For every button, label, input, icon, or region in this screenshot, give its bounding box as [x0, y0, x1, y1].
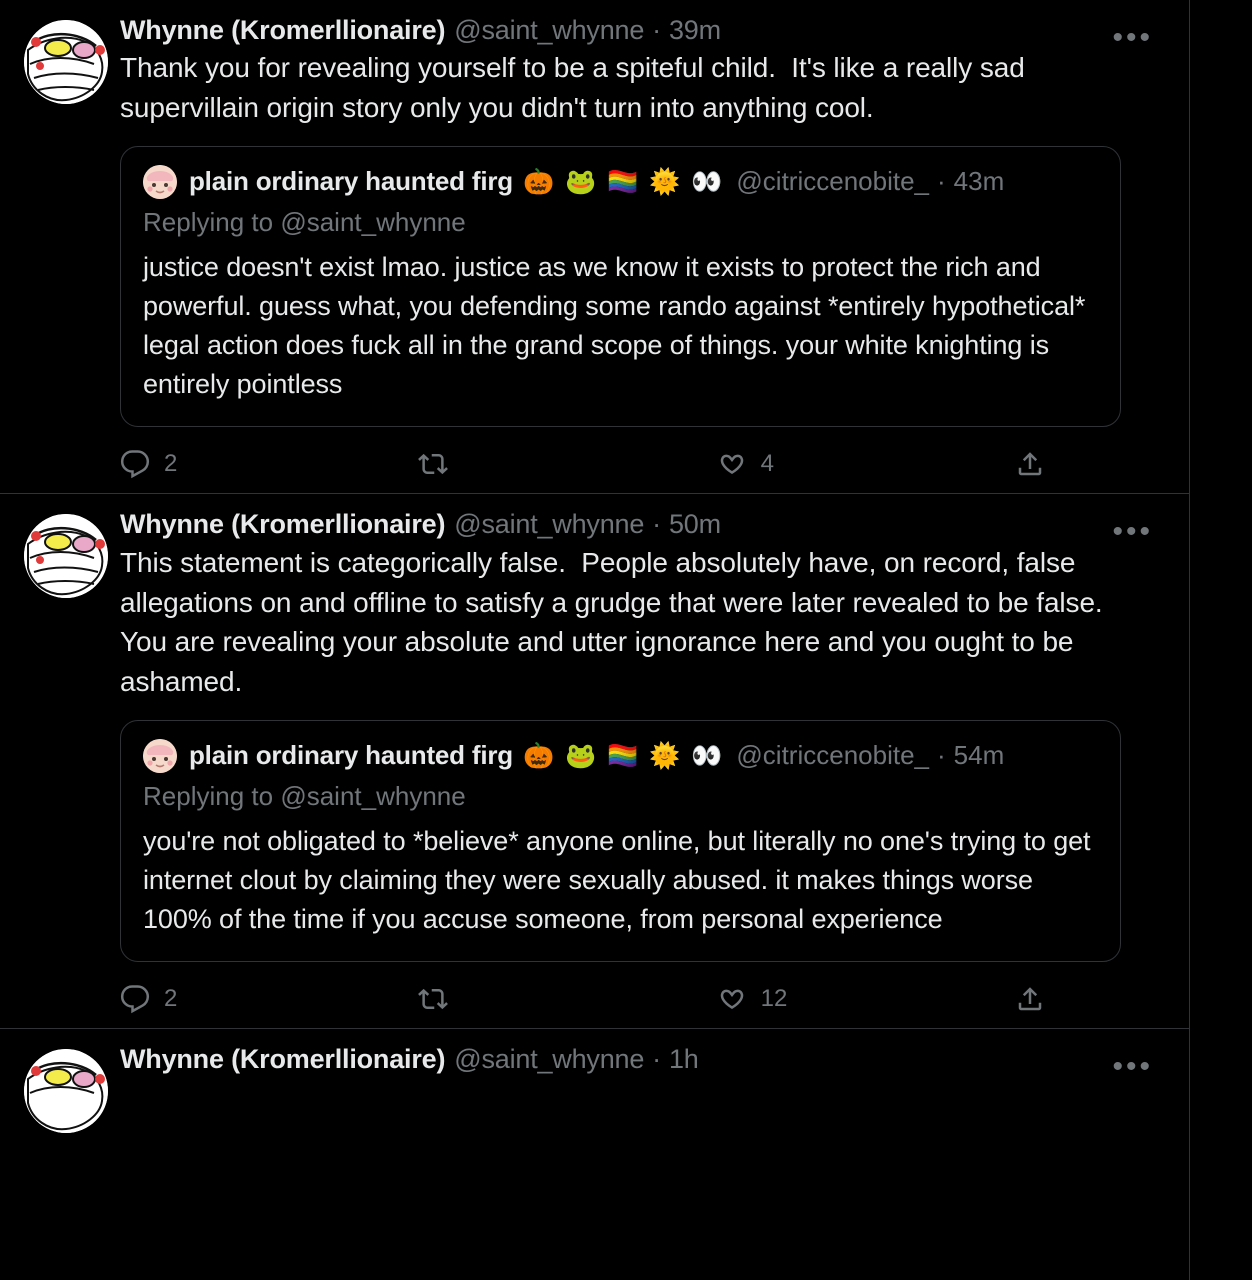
separator-dot: ·: [652, 15, 661, 45]
quoted-author-emojis: 🎃 🐸 🏳️‍🌈 🌞 👀: [522, 741, 725, 770]
like-action[interactable]: [717, 984, 1015, 1014]
reply-icon: [120, 984, 150, 1014]
replying-to-mention[interactable]: @saint_whynne: [280, 780, 466, 811]
quoted-timestamp: 43m: [953, 166, 1005, 197]
avatar[interactable]: [24, 1049, 108, 1133]
replying-to-mention[interactable]: @saint_whynne: [280, 206, 466, 237]
quoted-tweet[interactable]: [120, 720, 1121, 962]
retweet-icon: [418, 984, 448, 1014]
separator-dot: ·: [652, 1044, 661, 1075]
quoted-author-handle[interactable]: @citriccenobite_: [736, 740, 929, 771]
tweet-text: This statement is categorically false. People absolutely have, on record, false allegations on and offline to satisfy a grudge that were later revealed to be false. You are revealing your absolute and utter ignorance here and you ought to be ashamed.: [120, 546, 1118, 698]
right-gutter: [1191, 0, 1252, 1280]
tweet-actions: [120, 449, 1155, 479]
author-name[interactable]: Whynne (Kromerllionaire): [120, 15, 446, 45]
quoted-author-emojis: 🎃 🐸 🏳️‍🌈 🌞 👀: [522, 167, 725, 196]
avatar[interactable]: [24, 514, 108, 598]
replying-to-prefix: Replying to: [143, 780, 281, 811]
quoted-tweet-text: you're not obligated to *believe* anyone online, but literally no one's trying to get internet clout by claiming they were sexually abused. it makes things worse 100% of the time if you accuse someone, from personal experience: [143, 825, 1091, 935]
tweet-body: [120, 508, 1165, 1020]
avatar-illustration: [24, 1049, 108, 1133]
share-icon: [1015, 984, 1045, 1014]
retweet-icon: [418, 449, 448, 479]
like-count: 12: [760, 985, 788, 1013]
quoted-separator-dot: ·: [937, 166, 946, 197]
like-icon: [717, 984, 747, 1014]
timestamp[interactable]: 1h: [668, 1044, 699, 1075]
avatar-illustration: [24, 514, 108, 598]
separator-dot: ·: [652, 509, 661, 540]
replying-to-line: [143, 207, 1098, 238]
replying-to-prefix: Replying to: [143, 206, 281, 237]
author-handle[interactable]: @saint_whynne: [454, 1044, 645, 1075]
share-action[interactable]: [1015, 449, 1045, 479]
tweet-actions: [120, 984, 1155, 1014]
quoted-tweet-header: [143, 739, 1098, 773]
author-handle[interactable]: @saint_whynne: [454, 15, 645, 45]
reply-count: 2: [164, 985, 178, 1013]
more-options-button[interactable]: •••: [1112, 1050, 1153, 1084]
tweet-text: Thank you for revealing yourself to be a spiteful child. It's like a really sad supervillain origin story only you didn't turn into anything cool.: [120, 52, 1033, 124]
timestamp[interactable]: 50m: [668, 509, 721, 540]
tweet-item[interactable]: [0, 0, 1189, 494]
author-handle[interactable]: @saint_whynne: [454, 509, 645, 540]
like-action[interactable]: [717, 449, 1015, 479]
tweet-header: [120, 14, 1155, 46]
avatar-column: [24, 14, 120, 485]
quoted-tweet-text: justice doesn't exist lmao. justice as we know it exists to protect the rich and powerful. guess what, you defending some rando against *entirely hypothetical* legal action does fuck all in the grand scope of things. your white knighting is entirely pointless: [143, 251, 1086, 400]
more-options-button[interactable]: •••: [1112, 21, 1153, 54]
like-count: 4: [760, 450, 775, 478]
author-name[interactable]: Whynne (Kromerllionaire): [120, 1044, 446, 1075]
tweet-body: [120, 1043, 1165, 1133]
avatar-column: [24, 508, 120, 1020]
quoted-timestamp: 54m: [953, 740, 1005, 771]
quoted-avatar-illustration: [143, 739, 177, 773]
tweet-body: [120, 14, 1165, 485]
retweet-action[interactable]: [418, 984, 716, 1014]
quoted-tweet-header: [143, 165, 1098, 199]
quoted-avatar-illustration: [143, 165, 177, 199]
reply-count: 2: [164, 450, 178, 478]
quoted-avatar[interactable]: [143, 739, 177, 773]
tweet-item[interactable]: [0, 494, 1189, 1029]
avatar-illustration: [24, 20, 108, 104]
tweet-header: [120, 508, 1155, 540]
reply-action[interactable]: [120, 449, 418, 479]
tweet-item[interactable]: [0, 1029, 1189, 1141]
like-icon: [717, 449, 747, 479]
retweet-action[interactable]: [418, 449, 716, 479]
tweet-header: [120, 1043, 1155, 1075]
reply-action[interactable]: [120, 984, 418, 1014]
share-icon: [1015, 449, 1045, 479]
quoted-avatar[interactable]: [143, 165, 177, 199]
quoted-author-name[interactable]: plain ordinary haunted firg: [189, 740, 513, 771]
quoted-separator-dot: ·: [937, 740, 946, 771]
reply-icon: [120, 449, 150, 479]
quoted-author-handle[interactable]: @citriccenobite_: [736, 166, 929, 197]
share-action[interactable]: [1015, 984, 1045, 1014]
avatar[interactable]: [24, 20, 108, 104]
quoted-author-name[interactable]: plain ordinary haunted firg: [189, 166, 513, 197]
replying-to-line: [143, 781, 1098, 812]
author-name[interactable]: Whynne (Kromerllionaire): [120, 509, 446, 540]
avatar-column: [24, 1043, 120, 1133]
quoted-tweet[interactable]: [120, 146, 1121, 428]
more-options-button[interactable]: •••: [1112, 515, 1153, 549]
timestamp[interactable]: 39m: [668, 15, 721, 45]
